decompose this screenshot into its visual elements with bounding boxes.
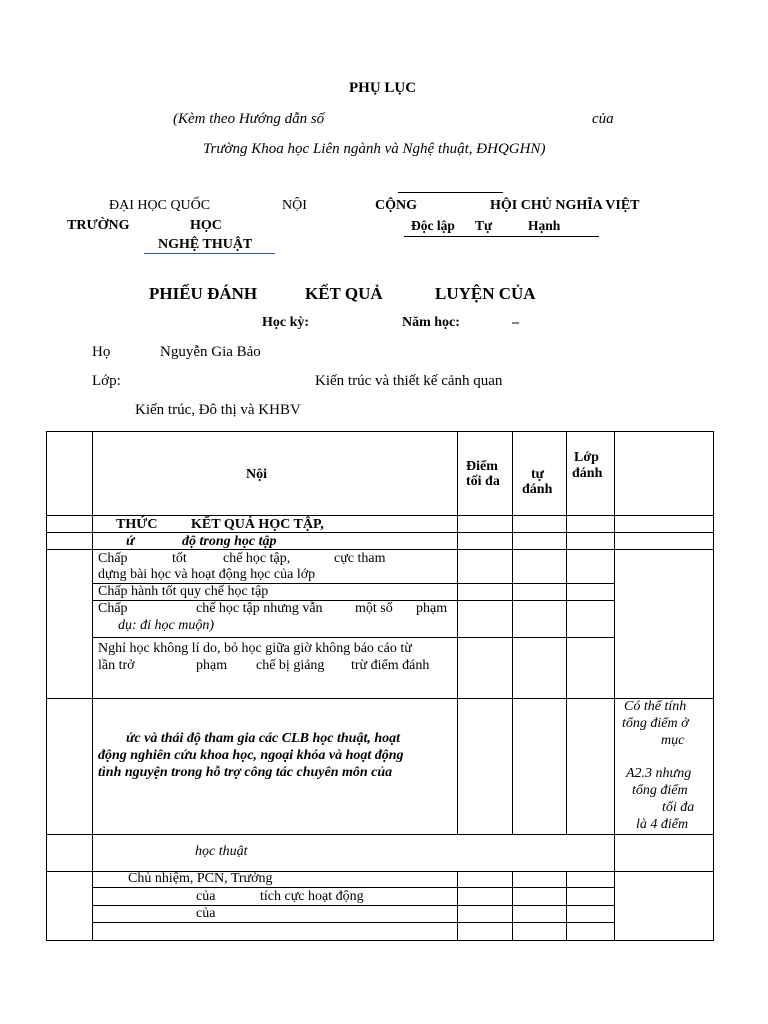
- row1-d: cực tham: [334, 551, 386, 566]
- section1-d: độ trong học tập: [182, 534, 277, 549]
- guideline-ref-of: của: [592, 111, 614, 127]
- name-label: Họ: [92, 344, 111, 360]
- row1-e: dựng bài học và hoạt động học của lớp: [98, 567, 316, 582]
- republic-name-b: HỘI CHỦ NGHĨA VIỆT: [490, 198, 640, 213]
- faculty-value: Kiến trúc, Đô thị và KHBV: [135, 402, 301, 418]
- motto-a: Độc lập: [411, 218, 455, 233]
- col-header-max-2: tối đa: [466, 474, 500, 489]
- row3-b: chế học tập nhưng vẫn: [196, 601, 323, 616]
- major-value: Kiến trúc và thiết kế cảnh quan: [315, 373, 503, 389]
- note-2: tổng điểm ở: [622, 716, 689, 731]
- semester-label: Học kỳ:: [262, 315, 310, 330]
- school-name-b: HỌC: [190, 218, 222, 233]
- class-label: Lớp:: [92, 373, 121, 389]
- school-name-c: NGHỆ THUẬT: [158, 237, 253, 252]
- row1-a: Chấp: [98, 551, 128, 566]
- year-label: Năm học:: [402, 315, 460, 330]
- row4-b: phạm: [196, 658, 228, 673]
- guideline-ref: (Kèm theo Hướng dẫn số: [173, 111, 325, 127]
- section1-a: THỨC: [116, 517, 158, 532]
- note-4: A2.3 nhưng: [626, 766, 692, 781]
- school-underline: [144, 253, 275, 254]
- note-7: là 4 điểm: [636, 817, 689, 832]
- row8-b: tích cực hoạt động: [260, 889, 364, 904]
- row3-d: phạm: [416, 601, 448, 616]
- year-dash: –: [512, 315, 519, 330]
- section2-a: ức và thái độ tham gia các CLB học thuật, hoạt: [126, 731, 401, 746]
- republic-underline: [398, 192, 503, 193]
- form-title-a: PHIẾU ĐÁNH: [149, 284, 258, 303]
- note-3: mục: [661, 733, 685, 748]
- appendix-title: PHỤ LỤC: [349, 80, 417, 96]
- student-name: Nguyễn Gia Bảo: [160, 344, 261, 360]
- motto-b: Tự: [475, 218, 493, 233]
- row8-a: của: [196, 889, 216, 904]
- motto-c: Hạnh: [528, 218, 561, 233]
- row7: Chủ nhiệm, PCN, Trưởng: [128, 871, 273, 886]
- row3-a: Chấp: [98, 601, 128, 616]
- col-header-class-2: đánh: [572, 466, 603, 481]
- section2-c: tình nguyện trong hỗ trợ công tác chuyên môn của: [98, 765, 393, 780]
- motto-underline: [404, 236, 599, 237]
- row4-l1: Nghỉ học không lí do, bỏ học giữa giờ không báo cáo từ: [98, 641, 412, 656]
- row3-e: dụ: đi học muộn): [118, 618, 215, 633]
- row9: của: [196, 906, 216, 921]
- col-header-self-2: đánh: [522, 482, 553, 497]
- evaluation-table: [46, 431, 714, 941]
- row4-d: trừ điểm đánh: [351, 658, 430, 673]
- row1-b: tốt: [172, 551, 187, 566]
- row3-c: một số: [355, 601, 393, 616]
- school-ref: Trường Khoa học Liên ngành và Nghệ thuật, ĐHQGHN): [203, 141, 546, 157]
- section2-b: động nghiên cứu khoa học, ngoại khóa và hoạt động: [98, 748, 404, 763]
- university-name-b: NỘI: [282, 198, 307, 213]
- university-name-a: ĐẠI HỌC QUỐC: [109, 198, 211, 213]
- row1-c: chế học tập,: [223, 551, 291, 566]
- school-name-a: TRƯỜNG: [67, 218, 130, 233]
- col-header-self-1: tự: [531, 467, 545, 482]
- note-5: tổng điểm: [632, 783, 688, 798]
- col-header-content: Nội: [246, 467, 267, 482]
- note-1: Có thể tính: [624, 699, 687, 714]
- note-6: tối đa: [662, 800, 695, 815]
- section1-c: ứ: [126, 534, 135, 549]
- row4-a: lần trở: [98, 658, 135, 673]
- col-header-class-1: Lớp: [574, 450, 599, 465]
- col-header-max-1: Điểm: [466, 459, 498, 474]
- row6: học thuật: [195, 844, 248, 859]
- row2: Chấp hành tốt quy chế học tập: [98, 584, 269, 599]
- section1-b: KẾT QUẢ HỌC TẬP,: [191, 517, 324, 532]
- form-title-c: LUYỆN CỦA: [435, 284, 536, 303]
- republic-name-a: CỘNG: [375, 198, 417, 213]
- form-title-b: KẾT QUẢ: [305, 284, 383, 303]
- row4-c: chế bị giảng: [256, 658, 325, 673]
